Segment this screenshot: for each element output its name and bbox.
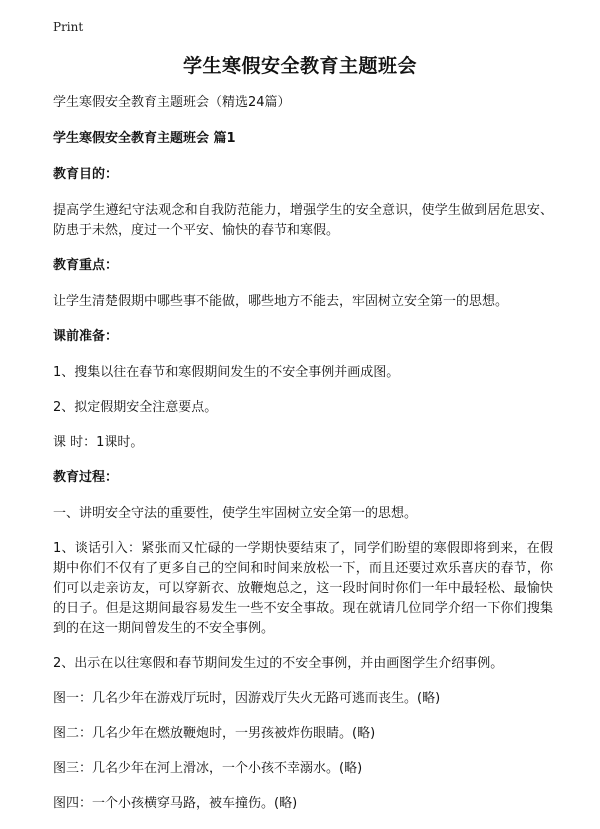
paragraph-preparation-2: 2、拟定假期安全注意要点。: [53, 400, 218, 415]
paragraph-process-intro: 一、讲明安全守法的重要性，使学生牢固树立安全第一的思想。: [53, 506, 418, 521]
paragraph-preparation-1: 1、搜集以往在春节和寒假期间发生的不安全事例并画成图。: [53, 365, 400, 380]
heading-preparation: 课前准备：: [53, 329, 119, 344]
paragraph-education-focus: 让学生清楚假期中哪些事不能做，哪些地方不能去，牢固树立安全第一的思想。: [53, 294, 509, 309]
page-title: 学生寒假安全教育主题班会: [182, 55, 417, 77]
heading-process: 教育过程：: [53, 470, 119, 485]
paragraph-figure-4: 图四：一个小孩横穿马路，被车撞伤。(略): [53, 796, 298, 811]
heading-education-purpose: 教育目的：: [53, 167, 119, 182]
paragraph-process-show: 2、出示在以往寒假和春节期间发生过的不安全事例，并由画图学生介绍事例。: [53, 656, 504, 671]
heading-education-focus: 教育重点：: [53, 258, 119, 273]
section-title: 学生寒假安全教育主题班会 篇1: [53, 131, 236, 146]
paragraph-figure-1: 图一：几名少年在游戏厅玩时，因游戏厅失火无路可逃而丧生。(略): [53, 691, 441, 706]
paragraph-figure-2: 图二：几名少年在燃放鞭炮时，一男孩被炸伤眼睛。(略): [53, 726, 376, 741]
paragraph-education-purpose: 提高学生遵纪守法观念和自我防范能力，增强学生的安全意识，使学生做到居危思安、防患于未然，度过一个平安、愉快的春节和寒假。: [53, 203, 553, 238]
document-subtitle: 学生寒假安全教育主题班会（精选24篇）: [53, 95, 291, 110]
paragraph-process-talk: 1、谈话引入：紧张而又忙碌的一学期快要结束了，同学们盼望的寒假即将到来，在假期中你们不仅有了更多自己的空间和时间来放松一下，而且还要过欢乐喜庆的春节，你们可以走亲访友，可以穿新衣、放鞭炮总之，这一段时间时你们一年中最轻松、最愉快的日子。但是这期间最容易发生一些不安全事故。现在就请几位同学介绍一下你们搜集到的在这一期间曾发生的不安全事例。: [53, 541, 553, 636]
print-link[interactable]: Print: [53, 20, 84, 34]
paragraph-figure-3: 图三：几名少年在河上滑冰，一个小孩不幸溺水。(略): [53, 761, 363, 776]
paragraph-class-hours: 课 时：1课时。: [53, 435, 144, 450]
document-body: [53, 93, 553, 829]
